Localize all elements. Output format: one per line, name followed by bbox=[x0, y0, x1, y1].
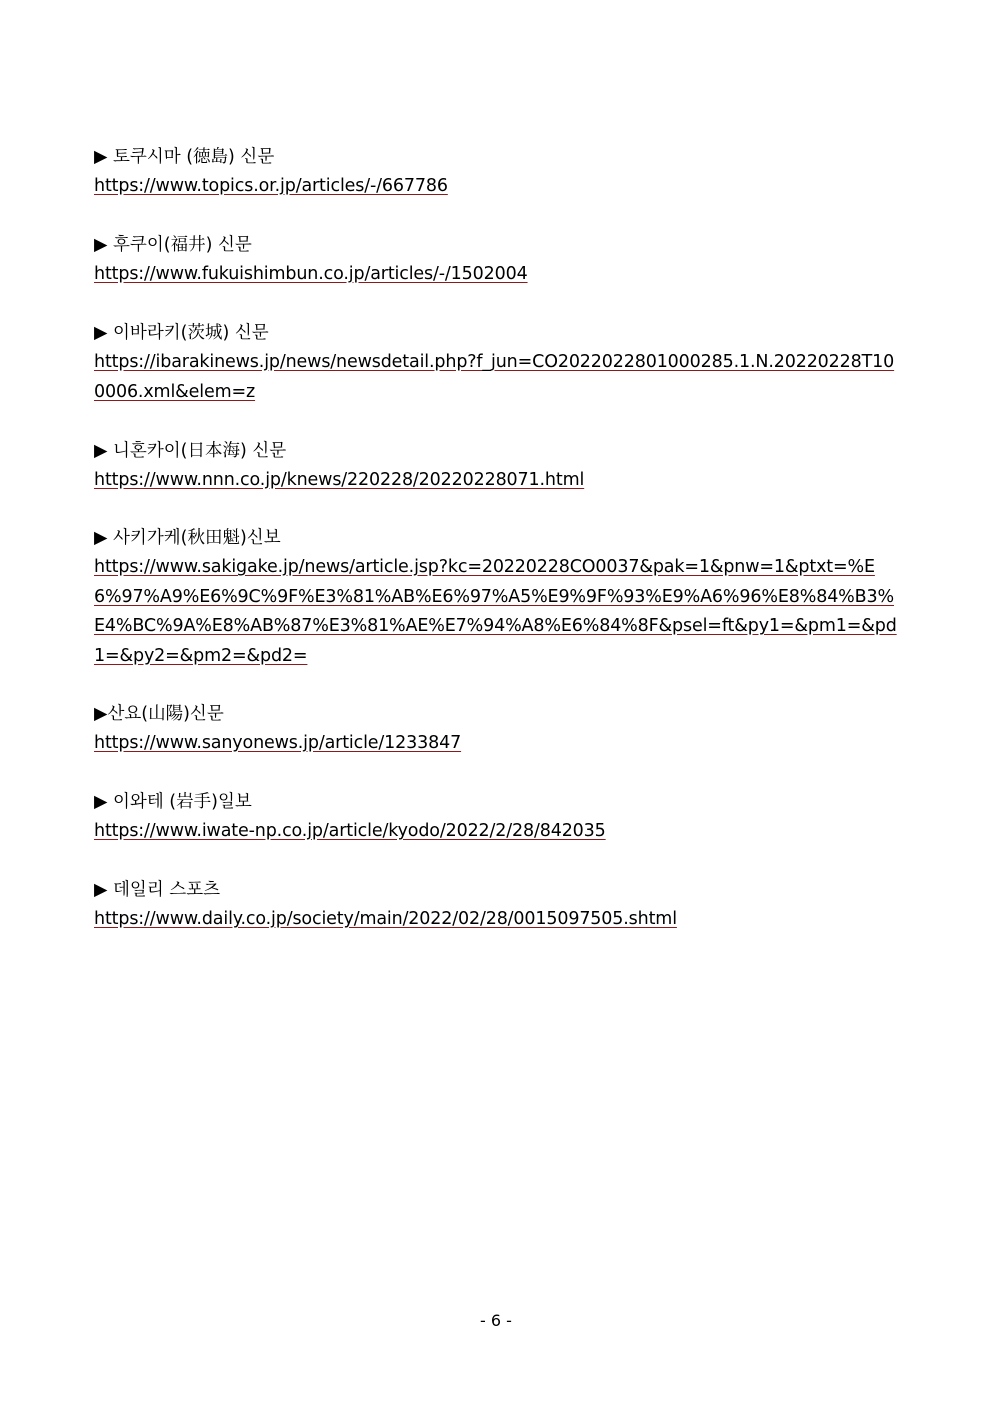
entry-heading: ▶ 후쿠이(福井) 신문 bbox=[94, 235, 252, 255]
news-entry-nihonkai bbox=[94, 436, 900, 496]
entry-heading: ▶ 이바라키(茨城) 신문 bbox=[94, 323, 269, 343]
entry-heading: ▶ 데일리 스포츠 bbox=[94, 880, 221, 900]
entry-heading: ▶ 이와테 (岩手)일보 bbox=[94, 792, 252, 812]
news-entry-tokushima bbox=[94, 142, 900, 202]
news-entry-sakigake bbox=[94, 523, 900, 671]
entry-heading: ▶산요(山陽)신문 bbox=[94, 704, 224, 724]
news-entry-fukui bbox=[94, 230, 900, 290]
entry-heading: ▶ 토쿠시마 (徳島) 신문 bbox=[94, 147, 275, 167]
entry-link[interactable]: https://ibarakinews.jp/news/newsdetail.php?f_jun=CO2022022801000285.1.N.20220228T100006.xml&elem=z bbox=[94, 352, 895, 402]
entry-link[interactable]: https://www.sakigake.jp/news/article.jsp?kc=20220228CO0037&pak=1&pnw=1&ptxt=%E6%97%A9%E6%9C%9F%E3%81%AB%E6%97%A5%E9%9F%93%E9%A6%96%E8%84%B3%E4%BC%9A%E8%AB%87%E3%81%AE%E7%94%A8%E6%84%8F&psel=ft&py1=&pm1=&pd1=&py2=&pm2=&pd2= bbox=[94, 557, 897, 666]
page-number: - 6 - bbox=[480, 1311, 512, 1330]
entry-link[interactable]: https://www.fukuishimbun.co.jp/articles/-/1502004 bbox=[94, 264, 528, 284]
entry-link[interactable]: https://www.sanyonews.jp/article/1233847 bbox=[94, 733, 462, 753]
entry-heading: ▶ 사키가케(秋田魁)신보 bbox=[94, 528, 281, 548]
entry-link[interactable]: https://www.iwate-np.co.jp/article/kyodo/2022/2/28/842035 bbox=[94, 821, 606, 841]
entry-link[interactable]: https://www.daily.co.jp/society/main/2022/02/28/0015097505.shtml bbox=[94, 909, 677, 929]
news-entry-daily-sports bbox=[94, 875, 900, 935]
news-entry-ibaraki bbox=[94, 318, 900, 407]
news-entry-sanyo bbox=[94, 699, 900, 759]
entry-link[interactable]: https://www.nnn.co.jp/knews/220228/20220228071.html bbox=[94, 470, 585, 490]
entry-link[interactable]: https://www.topics.or.jp/articles/-/667786 bbox=[94, 176, 448, 196]
entry-heading: ▶ 니혼카이(日本海) 신문 bbox=[94, 441, 287, 461]
news-entry-iwate bbox=[94, 787, 900, 847]
